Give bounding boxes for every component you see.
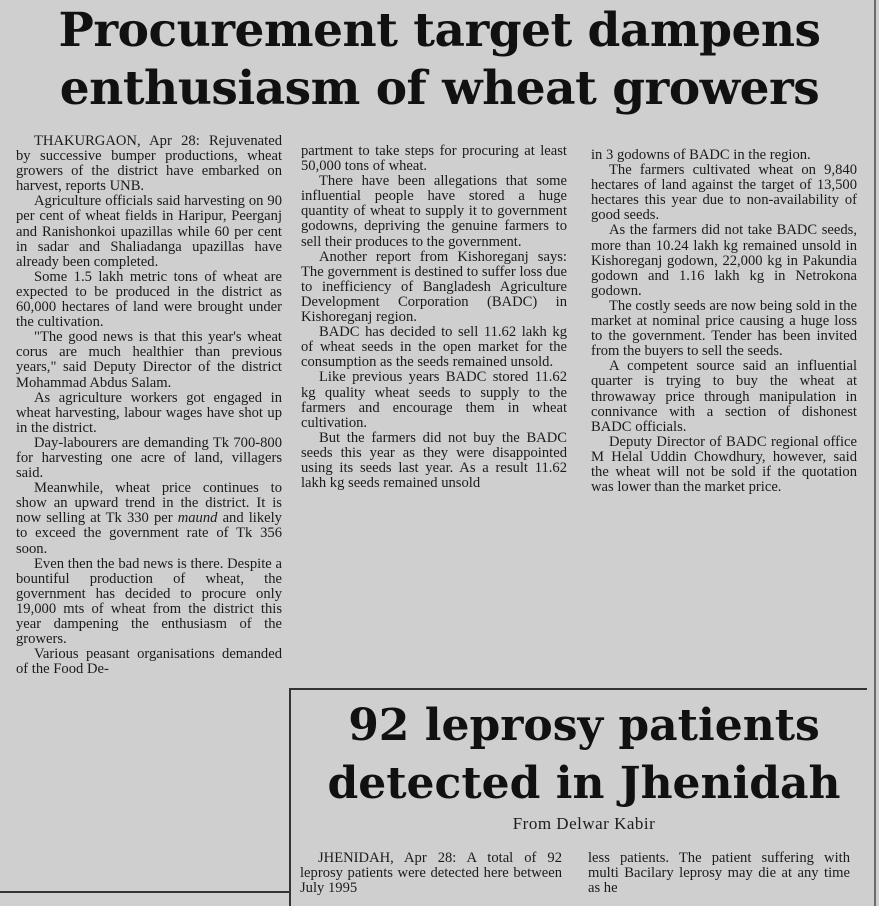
page-edge-rule	[874, 0, 876, 906]
paragraph: The farmers cultivated wheat on 9,840 hectares of land against the target of 13,500 hectares this year due to non-availability of good seeds.	[591, 162, 857, 224]
paragraph-with-italic	[16, 481, 282, 556]
paragraph: Various peasant organisations demanded of the Food De-	[16, 646, 282, 678]
paragraph: BADC has decided to sell 11.62 lakh kg of wheat seeds in the open market for the consumption as the seeds remained unsold.	[301, 324, 567, 371]
paragraph-text: and likely to exceed the government rate of Tk 356 soon.	[16, 510, 282, 557]
bottom-rule	[0, 891, 289, 893]
article2-headline	[296, 697, 872, 813]
paragraph: There have been allegations that some influential people have stored a huge quantity of wheat to supply it to government godowns, depriving the genuine farmers to sell their produces to the government.	[301, 173, 567, 250]
paragraph: Even then the bad news is there. Despite a bountiful production of wheat, the government has decided to procure only 19,000 mts of wheat from the district this year dampening the enthusiasm of the growers.	[16, 555, 282, 648]
article2-byline: From Delwar Kabir	[512, 814, 656, 833]
paragraph-text: Meanwhile, wheat price continues to show an upward trend in the district. It is now selling at Tk 330 per	[16, 480, 282, 527]
article1-column3	[591, 148, 857, 682]
paragraph: As agriculture workers got engaged in wheat harvesting, labour wages have shot up in the district.	[16, 389, 282, 436]
paragraph: Agriculture officials said harvesting on 90 per cent of wheat fields in Haripur, Peerganj and Ranishonkoi upazillas while 60 per cent in sadar and Shaliadanga upazillas have already been completed.	[16, 193, 282, 270]
article1-column2	[301, 144, 567, 682]
paragraph: Like previous years BADC stored 11.62 kg quality wheat seeds to supply to the farmers and encourage them in wheat cultivation.	[301, 369, 567, 431]
paragraph: JHENIDAH, Apr 28: A total of 92 leprosy patients were detected here between July 1995	[300, 851, 562, 897]
paragraph: But the farmers did not buy the BADC seeds this year as they were disappointed using its seeds last year. As a result 11.62 lakh kg seeds remained unsold	[301, 429, 567, 492]
paragraph: partment to take steps for procuring at least 50,000 tons of wheat.	[301, 144, 567, 175]
paragraph: "The good news is that this year's wheat corus are much healthier than previous years," said Deputy Director of the district Mohammad Abdus Salam.	[16, 329, 282, 391]
article2-column1	[300, 851, 562, 906]
main-headline-line2: enthusiasm of wheat growers	[59, 61, 820, 116]
paragraph: Deputy Director of BADC regional office M Helal Uddin Chowdhury, however, said the wheat will not be sold if the quotation was lower than the market price.	[591, 433, 857, 496]
article2-column2	[588, 851, 850, 906]
paragraph: A competent source said an influential quarter is trying to buy the wheat at throwaway price through manipulation in connivance with a section of dishonest BADC officials.	[591, 358, 857, 435]
paragraph: Another report from Kishoreganj says: The government is destined to suffer loss due to inefficiency of Bangladesh Agriculture Development Corporation (BADC) in Kishoreganj region.	[301, 248, 567, 326]
paragraph: As the farmers did not take BADC seeds, more than 10.24 lakh kg remained unsold in Kishoreganj godown, 22,000 kg in Pakundia godown and 1.16 lakh kg in Netrokona godown.	[591, 222, 857, 299]
article2-headline-line2: detected in Jhenidah	[327, 758, 841, 809]
article2-headline-line1: 92 leprosy patients	[348, 700, 820, 751]
paragraph: THAKURGAON, Apr 28: Rejuvenated by successive bumper productions, wheat growers of the district have embarked on harvest, reports UNB.	[16, 134, 282, 195]
main-headline	[0, 2, 879, 118]
article1-column1	[16, 134, 282, 886]
column-rule	[289, 688, 291, 906]
paragraph: Day-labourers are demanding Tk 700-800 for harvesting one acre of land, villagers said.	[16, 434, 282, 482]
box-rule-top	[289, 688, 867, 690]
paragraph: less patients. The patient suffering with multi Bacilary leprosy may die at any time as he	[588, 851, 850, 897]
italic-word: maund	[177, 510, 218, 527]
paragraph: Some 1.5 lakh metric tons of wheat are expected to be produced in the district as 60,000 hectares of land were brought under the cultivation.	[16, 268, 282, 331]
paragraph: in 3 godowns of BADC in the region.	[591, 148, 811, 163]
main-headline-line1: Procurement target dampens	[58, 3, 821, 58]
paragraph: The costly seeds are now being sold in the market at nominal price causing a huge loss to the government. Tender has been invited from the buyers to sell the seeds.	[591, 297, 857, 360]
